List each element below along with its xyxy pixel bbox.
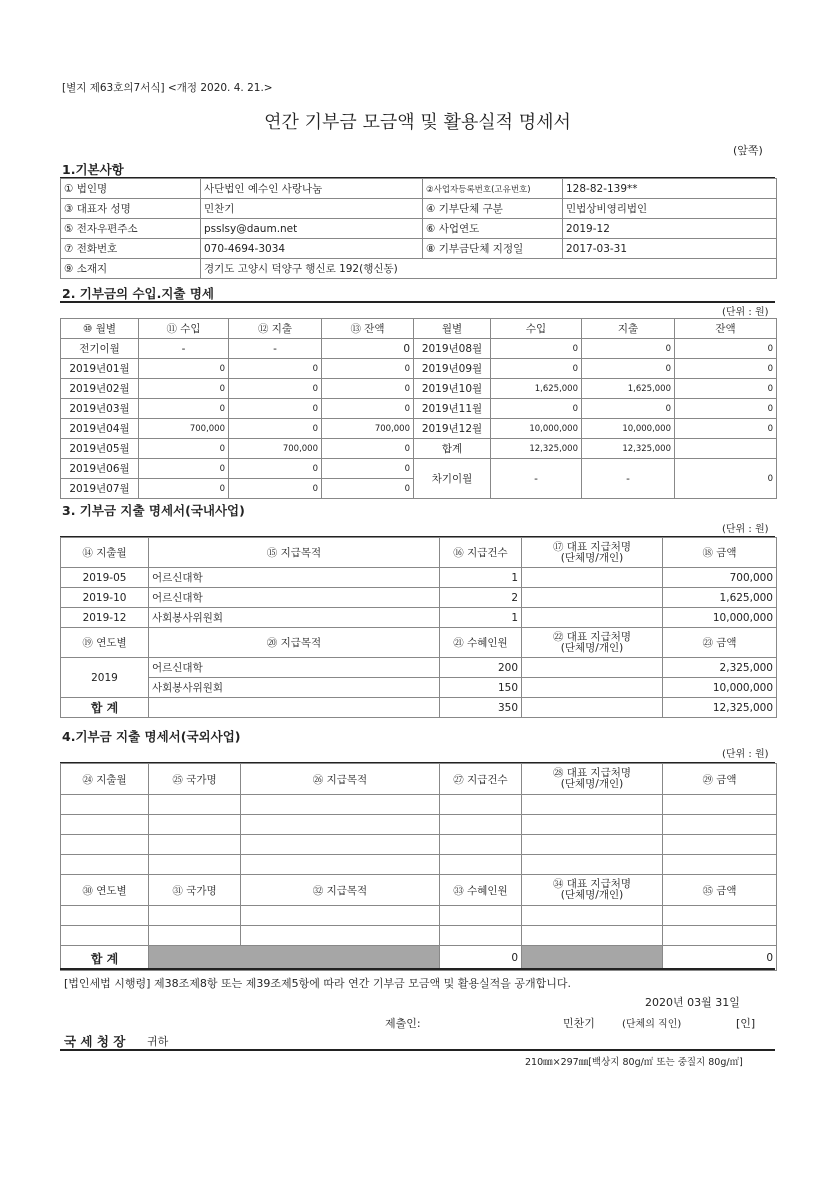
cell-expense: 0 (229, 419, 322, 439)
table-row (61, 439, 777, 459)
section3-title: 3. 기부금 지출 명세서(국내사업) (62, 503, 245, 518)
seal-note: (단체의 직인) (622, 1019, 682, 1030)
cell-month: 2019년03월 (61, 399, 139, 419)
col-header: ㉗ 지급건수 (440, 764, 522, 795)
form-number: [별지 제63호의7서식] <개정 2020. 4. 21.> (62, 82, 273, 94)
cell-month: 2019년06월 (61, 459, 139, 479)
submitter-label: 제출인: (385, 1017, 421, 1030)
cell-income: 0 (139, 399, 229, 419)
table-row (61, 835, 777, 855)
col-header: 수입 (491, 319, 582, 339)
value-org-type: 민법상비영리법인 (563, 199, 777, 219)
cell-expense: 0 (582, 399, 675, 419)
cell-income: - (139, 339, 229, 359)
table-row (61, 568, 777, 588)
cell-amount: 700,000 (663, 568, 777, 588)
table-row (61, 259, 777, 279)
table-row (61, 339, 777, 359)
col-header: ⑩ 월별 (61, 319, 139, 339)
col-header: ⑫ 지출 (229, 319, 322, 339)
legal-notice: [법인세법 시행령] 제38조제8항 또는 제39조제5항에 따라 연간 기부금 모금액 및 활용실적을 공개합니다. (64, 977, 571, 990)
col-header: ⑳ 지급목적 (149, 628, 440, 658)
col-header: ㉓ 금액 (663, 628, 777, 658)
cell-expense: 0 (229, 399, 322, 419)
table-row (61, 459, 777, 479)
col-header: ⑲ 연도별 (61, 628, 149, 658)
col-header: 잔액 (675, 319, 777, 339)
total-label: 합 계 (61, 698, 149, 718)
cell-month: 2019-05 (61, 568, 149, 588)
cell-income: 0 (139, 459, 229, 479)
cell-income: 0 (139, 359, 229, 379)
col-header: ⑯ 지급건수 (440, 538, 522, 568)
total-amount: 12,325,000 (663, 698, 777, 718)
cell-income: 1,625,000 (491, 379, 582, 399)
cell-balance: 0 (322, 339, 414, 359)
cell-count: 2 (440, 588, 522, 608)
cell-empty (149, 698, 440, 718)
cell-month: 2019년07월 (61, 479, 139, 499)
cell-expense: 0 (229, 479, 322, 499)
table-row (61, 359, 777, 379)
cell-purpose: 사회봉사위원회 (149, 608, 440, 628)
cell-expense: 0 (229, 359, 322, 379)
paper-spec: 210㎜×297㎜[백상지 80g/㎡ 또는 중질지 80g/㎡] (525, 1057, 743, 1068)
table-row (61, 658, 777, 678)
label-fiscal-year: ⑥ 사업연도 (423, 219, 563, 239)
divider (60, 301, 775, 303)
col-header: ⑮ 지급목적 (149, 538, 440, 568)
col-header: ㉙ 금액 (663, 764, 777, 795)
cell-recipient (522, 658, 663, 678)
cell-balance: 0 (675, 379, 777, 399)
col-header (522, 538, 663, 568)
cell-month: 2019년09월 (414, 359, 491, 379)
cell-carry-balance: 0 (675, 459, 777, 499)
label-corp-name: ① 법인명 (61, 179, 201, 199)
cell-expense: 0 (229, 459, 322, 479)
cell-expense: 10,000,000 (582, 419, 675, 439)
table-header-row (61, 319, 777, 339)
table-row (61, 379, 777, 399)
recipient-suffix: 귀하 (147, 1035, 169, 1048)
col-header-line: (단체명/개인) (560, 641, 624, 654)
cell-count: 1 (440, 568, 522, 588)
cell-empty (522, 698, 663, 718)
col-header: ⑱ 금액 (663, 538, 777, 568)
cell-total-income: 12,325,000 (491, 439, 582, 459)
value-ceo: 민찬기 (201, 199, 423, 219)
cell-recipient (522, 608, 663, 628)
unit-label: (단위 : 원) (722, 524, 769, 535)
col-header: ⑪ 수입 (139, 319, 229, 339)
seal-mark: [인] (736, 1017, 756, 1030)
value-fiscal-year: 2019-12 (563, 219, 777, 239)
value-biz-no: 128-82-139** (563, 179, 777, 199)
table-row (61, 855, 777, 875)
submitter-name: 민찬기 (563, 1017, 595, 1030)
col-header: ㉚ 연도별 (61, 875, 149, 906)
col-header: ㉟ 금액 (663, 875, 777, 906)
cell-balance: 700,000 (322, 419, 414, 439)
cell-balance: 0 (675, 359, 777, 379)
col-header-line: (단체명/개인) (560, 778, 624, 790)
value-phone: 070-4694-3034 (201, 239, 423, 259)
cell-month: 2019-12 (61, 608, 149, 628)
income-expense-table (60, 318, 777, 499)
table-row (61, 815, 777, 835)
cell-balance: 0 (322, 359, 414, 379)
cell-expense: 1,625,000 (582, 379, 675, 399)
col-header-line: ㉞ 대표 지급처명 (552, 878, 632, 890)
table-row (61, 678, 777, 698)
col-header-line: ㉘ 대표 지급처명 (552, 767, 632, 779)
divider (60, 968, 775, 970)
table-header-row (61, 764, 777, 795)
col-header: ㉜ 지급목적 (241, 875, 440, 906)
col-header: ㉔ 지출월 (61, 764, 149, 795)
total-amount: 0 (663, 946, 777, 971)
table-row (61, 239, 777, 259)
recipient-office: 국 세 청 장 (64, 1034, 126, 1049)
cell-count: 1 (440, 608, 522, 628)
table-row (61, 399, 777, 419)
section1-title: 1.기본사항 (62, 162, 124, 177)
label-designation-date: ⑧ 기부금단체 지정일 (423, 239, 563, 259)
cell-amount: 10,000,000 (663, 608, 777, 628)
cell-shaded (522, 946, 663, 971)
col-header: ㉝ 수혜인원 (440, 875, 522, 906)
cell-month: 전기이월 (61, 339, 139, 359)
value-email: psslsy@daum.net (201, 219, 423, 239)
cell-beneficiaries: 200 (440, 658, 522, 678)
table-header-row (61, 628, 777, 658)
cell-month: 2019년05월 (61, 439, 139, 459)
cell-month: 2019-10 (61, 588, 149, 608)
col-header: 월별 (414, 319, 491, 339)
table-row (61, 926, 777, 946)
unit-label: (단위 : 원) (722, 307, 769, 318)
cell-month: 2019년08월 (414, 339, 491, 359)
col-header-line: ⑰ 대표 지급처명 (552, 540, 632, 553)
col-header-line: (단체명/개인) (560, 551, 624, 564)
label-email: ⑤ 전자우편주소 (61, 219, 201, 239)
table-total-row (61, 946, 777, 971)
unit-label: (단위 : 원) (722, 749, 769, 760)
cell-expense: 0 (229, 379, 322, 399)
cell-carry-income: - (491, 459, 582, 499)
cell-expense: 700,000 (229, 439, 322, 459)
table-total-row (61, 698, 777, 718)
table-row (61, 199, 777, 219)
col-header: ㉑ 수혜인원 (440, 628, 522, 658)
col-header: ⑬ 잔액 (322, 319, 414, 339)
cell-balance: 0 (322, 379, 414, 399)
domestic-expense-table (60, 537, 777, 718)
total-count: 350 (440, 698, 522, 718)
col-header (522, 764, 663, 795)
table-header-row (61, 538, 777, 568)
submit-date: 2020년 03월 31일 (645, 996, 740, 1009)
col-header: 지출 (582, 319, 675, 339)
col-header (522, 628, 663, 658)
col-header-line: ㉒ 대표 지급처명 (552, 630, 632, 643)
overseas-expense-table (60, 763, 777, 971)
value-address: 경기도 고양시 덕양구 행신로 192(행신동) (201, 259, 777, 279)
col-header (522, 875, 663, 906)
cell-purpose: 어르신대학 (149, 658, 440, 678)
table-row (61, 419, 777, 439)
cell-amount: 1,625,000 (663, 588, 777, 608)
table-row (61, 795, 777, 815)
cell-purpose: 어르신대학 (149, 588, 440, 608)
label-address: ⑨ 소재지 (61, 259, 201, 279)
cell-total-balance (675, 439, 777, 459)
cell-month: 2019년12월 (414, 419, 491, 439)
cell-carry-label: 차기이월 (414, 459, 491, 499)
value-designation-date: 2017-03-31 (563, 239, 777, 259)
table-header-row (61, 875, 777, 906)
cell-month: 2019년04월 (61, 419, 139, 439)
col-header: ㉕ 국가명 (149, 764, 241, 795)
cell-income: 0 (139, 379, 229, 399)
value-corp-name: 사단법인 예수인 사랑나눔 (201, 179, 423, 199)
table-row (61, 179, 777, 199)
cell-income: 10,000,000 (491, 419, 582, 439)
cell-balance: 0 (322, 399, 414, 419)
cell-amount: 10,000,000 (663, 678, 777, 698)
cell-balance: 0 (675, 419, 777, 439)
cell-income: 700,000 (139, 419, 229, 439)
cell-expense: 0 (582, 339, 675, 359)
cell-month: 2019년11월 (414, 399, 491, 419)
col-header: ⑭ 지출월 (61, 538, 149, 568)
label-ceo: ③ 대표자 성명 (61, 199, 201, 219)
total-count: 0 (440, 946, 522, 971)
cell-recipient (522, 678, 663, 698)
section4-title: 4.기부금 지출 명세서(국외사업) (62, 729, 241, 744)
cell-recipient (522, 588, 663, 608)
cell-income: 0 (491, 359, 582, 379)
divider (60, 1049, 775, 1051)
cell-expense: - (229, 339, 322, 359)
label-org-type: ④ 기부단체 구분 (423, 199, 563, 219)
cell-beneficiaries: 150 (440, 678, 522, 698)
cell-income: 0 (491, 399, 582, 419)
cell-total-expense: 12,325,000 (582, 439, 675, 459)
cell-balance: 0 (675, 399, 777, 419)
document-title: 연간 기부금 모금액 및 활용실적 명세서 (264, 112, 571, 133)
cell-carry-expense: - (582, 459, 675, 499)
cell-shaded (149, 946, 440, 971)
cell-total-label: 합계 (414, 439, 491, 459)
cell-amount: 2,325,000 (663, 658, 777, 678)
cell-purpose: 사회봉사위원회 (149, 678, 440, 698)
cell-month: 2019년10월 (414, 379, 491, 399)
label-phone: ⑦ 전화번호 (61, 239, 201, 259)
cell-month: 2019년02월 (61, 379, 139, 399)
section2-title: 2. 기부금의 수입.지출 명세 (62, 286, 215, 301)
cell-recipient (522, 568, 663, 588)
table-row (61, 906, 777, 926)
cell-income: 0 (491, 339, 582, 359)
table-row (61, 219, 777, 239)
table-row (61, 608, 777, 628)
col-header: ㉖ 지급목적 (241, 764, 440, 795)
cell-balance: 0 (322, 439, 414, 459)
cell-month: 2019년01월 (61, 359, 139, 379)
cell-balance: 0 (675, 339, 777, 359)
col-header-line: (단체명/개인) (560, 889, 624, 901)
cell-expense: 0 (582, 359, 675, 379)
table-row (61, 588, 777, 608)
basic-info-table (60, 178, 777, 279)
cell-balance: 0 (322, 459, 414, 479)
cell-income: 0 (139, 479, 229, 499)
col-header: ㉛ 국가명 (149, 875, 241, 906)
cell-year: 2019 (61, 658, 149, 698)
total-label: 합 계 (61, 946, 149, 971)
cell-purpose: 어르신대학 (149, 568, 440, 588)
cell-balance: 0 (322, 479, 414, 499)
cell-income: 0 (139, 439, 229, 459)
label-biz-no: ②사업자등록번호(고유번호) (423, 179, 563, 199)
page-side: (앞쪽) (733, 144, 763, 157)
